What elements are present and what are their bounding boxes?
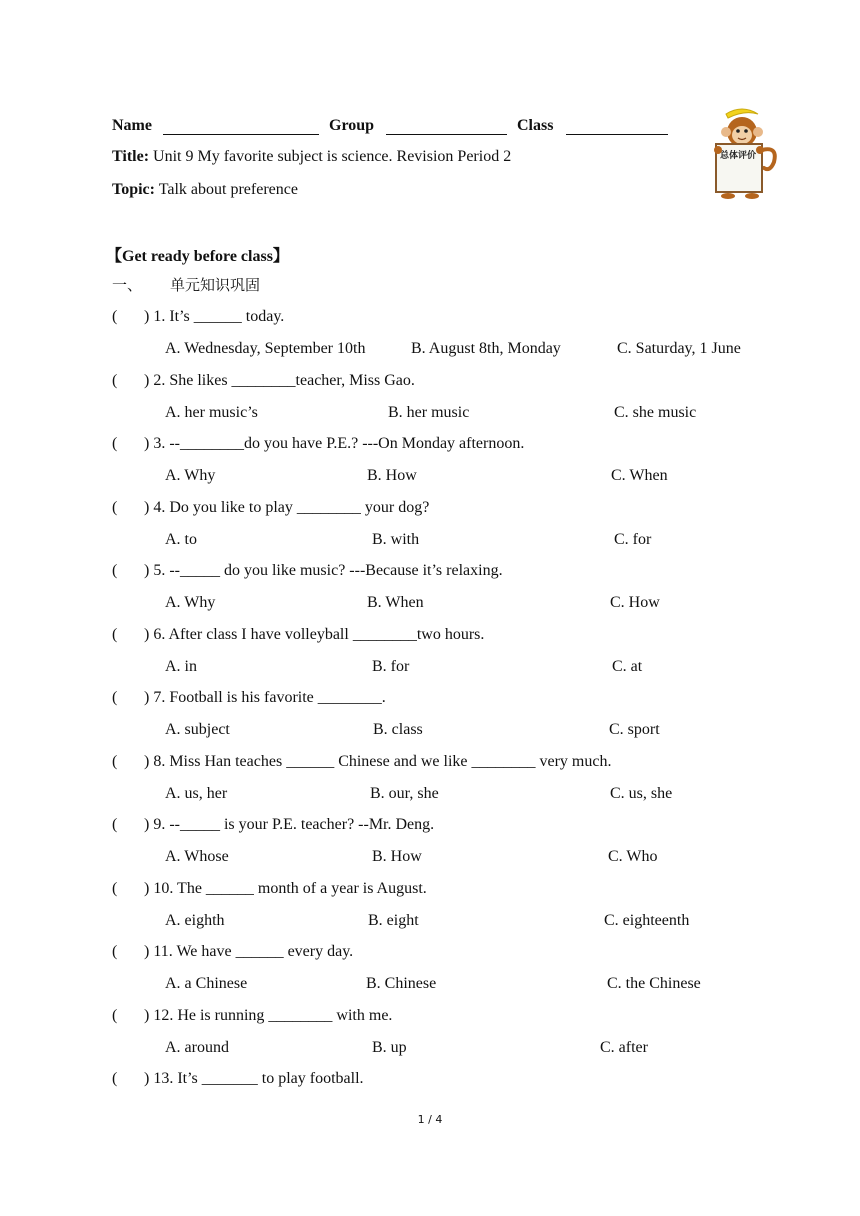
answer-bracket[interactable]: ( <box>112 752 118 770</box>
option-c: C. eighteenth <box>604 911 690 929</box>
answer-bracket[interactable]: ( <box>112 435 118 452</box>
question-stem <box>112 1070 364 1088</box>
answer-bracket[interactable]: ( <box>112 879 118 897</box>
option-b: B. with <box>372 530 420 548</box>
answer-bracket[interactable]: ( <box>112 689 118 706</box>
subsection-title: 单元知识巩固 <box>170 276 261 294</box>
question-stem <box>112 1007 392 1025</box>
name-blank[interactable] <box>163 120 319 135</box>
option-c: C. When <box>611 467 668 484</box>
option-b: B. class <box>373 721 423 738</box>
question-stem <box>112 499 429 517</box>
option-b: B. August 8th, Monday <box>411 340 561 357</box>
question-text: ) 10. The ______ month of a year is August. <box>144 879 427 897</box>
topic-line <box>112 181 298 199</box>
answer-bracket[interactable]: ( <box>112 816 118 833</box>
badge-text: 总体评价 <box>720 151 757 161</box>
question-text: ) 3. --________do you have P.E.? ---On Monday afternoon. <box>144 435 525 452</box>
class-label: Class <box>517 117 554 134</box>
option-b: B. How <box>367 467 417 484</box>
option-b: B. Chinese <box>366 975 437 992</box>
option-a: A. in <box>165 657 197 675</box>
option-a: A. Why <box>165 467 216 484</box>
question-text: ) 8. Miss Han teaches ______ Chinese and we like ________ very much. <box>144 752 612 770</box>
question-text: ) 5. --_____ do you like music? ---Because it’s relaxing. <box>144 562 503 579</box>
question-text: ) 6. After class I have volleyball ________two hours. <box>144 625 485 643</box>
answer-bracket[interactable]: ( <box>112 1006 118 1024</box>
question-stem <box>112 308 284 326</box>
option-c: C. at <box>612 657 643 675</box>
option-c: C. for <box>614 530 652 548</box>
option-c: C. us, she <box>610 784 673 802</box>
title-text: Unit 9 My favorite subject is science. Revision Period 2 <box>153 148 512 165</box>
question-stem <box>112 626 484 644</box>
name-label: Name <box>112 117 152 134</box>
option-b: B. up <box>372 1038 407 1056</box>
subsection-number: 一、 <box>112 276 143 294</box>
option-b: B. When <box>367 594 424 611</box>
question-text: ) 4. Do you like to play ________ your dog? <box>144 498 430 516</box>
option-b: B. our, she <box>370 784 439 802</box>
answer-bracket[interactable]: ( <box>112 562 118 579</box>
question-text: ) 2. She likes ________teacher, Miss Gao. <box>144 371 415 389</box>
question-text: ) 1. It’s ______ today. <box>144 308 285 325</box>
option-b: B. How <box>372 848 422 865</box>
option-a: A. her music’s <box>165 403 258 421</box>
option-c: C. Who <box>608 848 658 865</box>
option-c: C. How <box>610 594 660 611</box>
question-stem <box>112 816 434 834</box>
option-a: A. eighth <box>165 911 225 929</box>
group-label: Group <box>329 117 375 134</box>
option-b: B. for <box>372 657 410 675</box>
answer-bracket[interactable]: ( <box>112 625 118 643</box>
answer-bracket[interactable]: ( <box>112 371 118 389</box>
option-a: A. Whose <box>165 848 229 865</box>
option-a: A. Why <box>165 594 216 611</box>
question-text: ) 11. We have ______ every day. <box>144 943 354 960</box>
option-a: A. subject <box>165 721 230 738</box>
class-blank[interactable] <box>566 120 668 135</box>
option-c: C. sport <box>609 721 660 738</box>
option-c: C. Saturday, 1 June <box>617 340 741 357</box>
group-blank[interactable] <box>386 120 507 135</box>
question-text: ) 13. It’s _______ to play football. <box>144 1070 364 1087</box>
option-a: A. Wednesday, September 10th <box>165 340 366 357</box>
question-text: ) 9. --_____ is your P.E. teacher? --Mr. Deng. <box>144 816 435 833</box>
option-a: A. to <box>165 530 197 548</box>
question-stem <box>112 435 524 453</box>
section-heading: 【Get ready before class】 <box>106 248 289 265</box>
option-a: A. a Chinese <box>165 975 248 992</box>
option-a: A. around <box>165 1038 229 1056</box>
option-c: C. after <box>600 1038 648 1056</box>
question-stem <box>112 562 503 580</box>
question-stem <box>112 753 611 771</box>
option-a: A. us, her <box>165 784 228 802</box>
question-text: ) 7. Football is his favorite ________. <box>144 689 386 706</box>
answer-bracket[interactable]: ( <box>112 1070 118 1087</box>
page-number: 1 / 4 <box>417 1113 443 1126</box>
answer-bracket[interactable]: ( <box>112 498 118 516</box>
answer-bracket[interactable]: ( <box>112 308 118 325</box>
answer-bracket[interactable]: ( <box>112 943 118 960</box>
option-b: B. her music <box>388 403 470 421</box>
topic-text: Talk about preference <box>158 181 298 198</box>
title-label: Title: <box>112 148 150 165</box>
option-c: C. the Chinese <box>607 975 701 992</box>
question-text: ) 12. He is running ________ with me. <box>144 1006 393 1024</box>
monkey-evaluation-icon <box>704 106 780 202</box>
question-stem <box>112 689 386 707</box>
question-stem <box>112 880 427 898</box>
question-stem <box>112 372 415 390</box>
option-b: B. eight <box>368 911 419 929</box>
question-stem <box>112 943 353 961</box>
option-c: C. she music <box>614 403 697 421</box>
title-line <box>112 148 511 166</box>
topic-label: Topic: <box>112 181 155 198</box>
